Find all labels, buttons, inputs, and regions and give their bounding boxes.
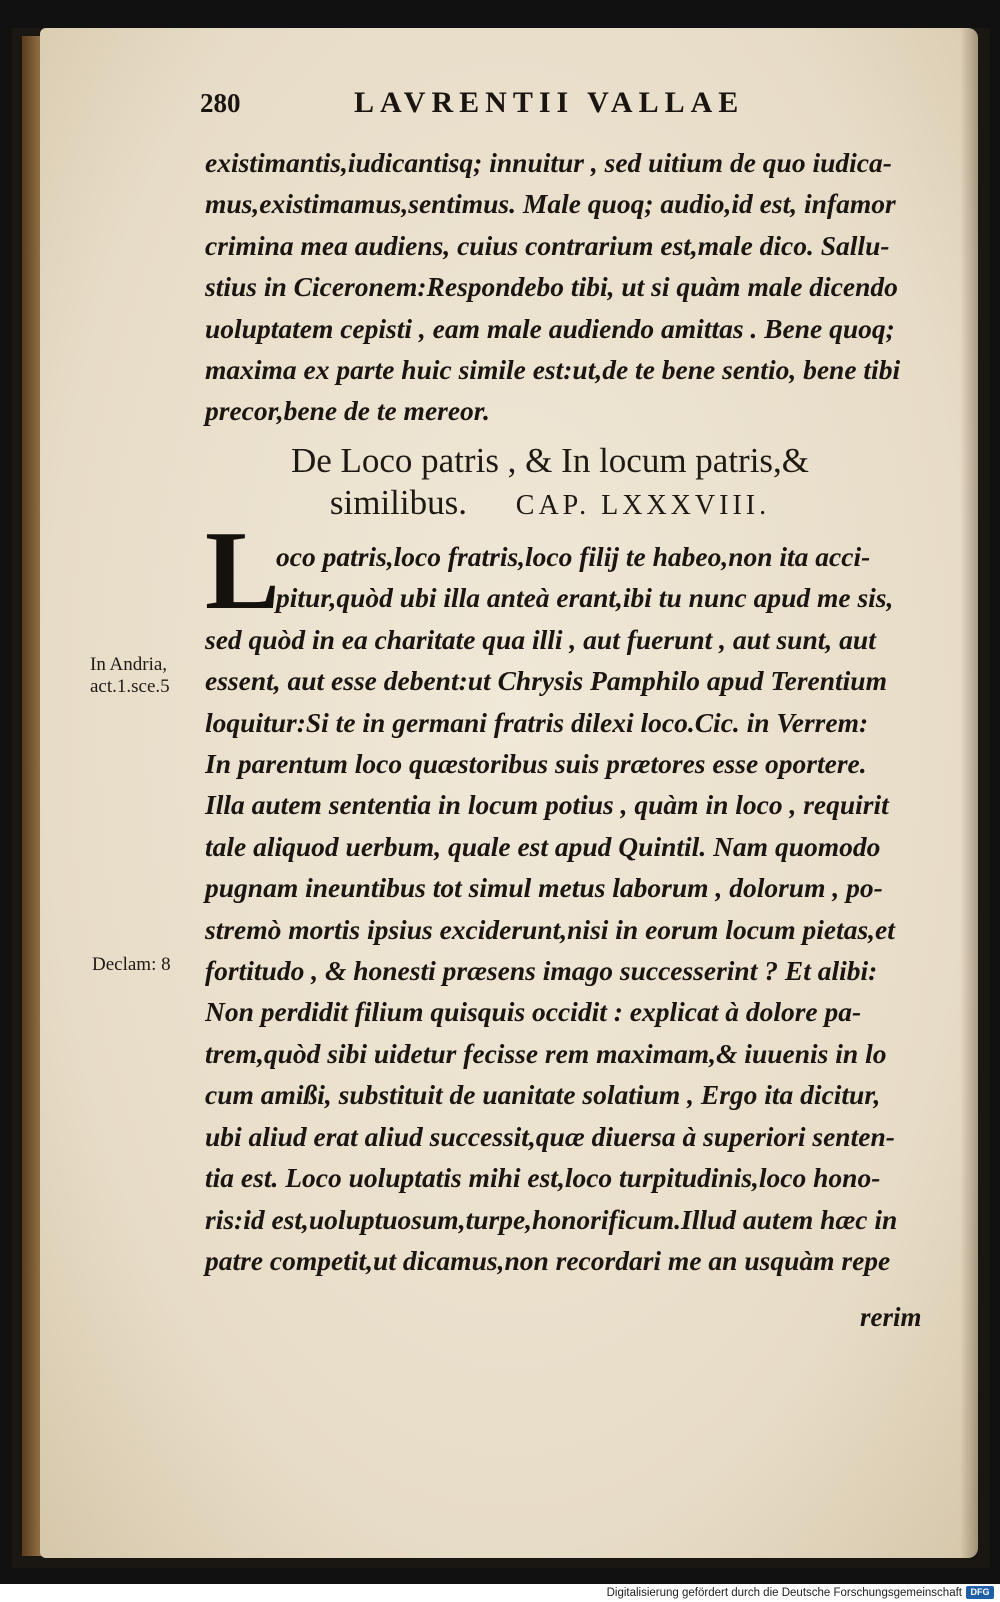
- running-head: [200, 82, 820, 132]
- drop-cap: L: [205, 509, 280, 633]
- text-line: mus,existimamus,sentimus. Male quoq; audio,id est, infamor: [205, 188, 896, 220]
- text-line: uoluptatem cepisti , eam male audiendo amittas . Bene quoq;: [205, 312, 895, 344]
- text-line: trem,quòd sibi uidetur fecisse rem maximam,& iuuenis in lo: [205, 1037, 887, 1069]
- text-line: loquitur:Si te in germani fratris dilexi loco.Cic. in Verrem:: [205, 706, 869, 738]
- text-line: stius in Ciceronem:Respondebo tibi, ut si quàm male dicendo: [205, 271, 898, 303]
- text-line: ubi aliud erat aliud successit,quæ diuersa à superiori senten-: [205, 1120, 895, 1152]
- text-line: Non perdidit filium quisquis occidit : explicat à dolore pa-: [205, 996, 862, 1028]
- text-line: fortitudo , & honesti præsens imago successerint ? Et alibi:: [205, 955, 878, 987]
- text-line: essent, aut esse debent:ut Chrysis Pamphilo apud Terentium: [205, 665, 887, 697]
- marginal-line: In Andria,: [90, 654, 168, 675]
- text-line: crimina mea audiens, cuius contrarium est,male dico. Sallu-: [205, 229, 890, 261]
- footer-bar: [0, 1584, 1000, 1602]
- heading-text: similibus.: [329, 483, 468, 522]
- text-line: maxima ex parte huic simile est:ut,de te bene sentio, bene tibi: [205, 354, 901, 386]
- marginal-note: Declam: 8: [92, 954, 171, 975]
- heading-line: De Loco patris , & In locum patris,&: [290, 441, 810, 480]
- marginal-line: act.1.sce.5: [90, 676, 170, 697]
- text-line: tale aliquod uerbum, quale est apud Quintil. Nam quomodo: [205, 830, 881, 862]
- text-line: stremò mortis ipsius exciderunt,nisi in eorum locum pietas,et: [205, 913, 895, 945]
- text-line: sed quòd in ea charitate qua illi , aut fuerunt , aut sunt, aut: [205, 623, 876, 655]
- text-line: oco patris,loco fratris,loco filij te habeo,non ita acci-: [276, 541, 871, 572]
- text-line: pitur,quòd ubi illa anteà erant,ibi tu nunc apud me sis,: [276, 582, 894, 614]
- text-line: tia est. Loco uoluptatis mihi est,loco turpitudinis,loco hono-: [205, 1162, 881, 1194]
- text-line: patre competit,ut dicamus,non recordari me an usquàm repe: [205, 1244, 891, 1276]
- heading-line: [205, 482, 895, 527]
- text-line: ris:id est,uoluptuosum,turpe,honorificum.Illud autem hæc in: [205, 1203, 898, 1235]
- catchword: rerim: [860, 1302, 922, 1332]
- footer-credit: Digitalisierung gefördert durch die Deutsche Forschungsgemeinschaft: [606, 1587, 962, 1599]
- chapter-heading: [205, 440, 895, 527]
- text-line: existimantis,iudicantisq; innuitur , sed uitium de quo iudica-: [205, 147, 892, 178]
- text-line: precor,bene de te mereor.: [205, 395, 490, 427]
- chapter-paragraph: [205, 536, 905, 1281]
- text-line: In parentum loco quæstoribus suis prætores esse oportere.: [205, 748, 867, 780]
- text-line: cum amißi, substituit de uanitate solatium , Ergo ita dicitur,: [205, 1079, 881, 1111]
- text-line: Illa autem sententia in locum potius , quàm in loco , requirit: [205, 789, 889, 821]
- page-number: 280: [200, 88, 241, 118]
- running-title: LAVRENTII VALLAE: [354, 86, 745, 119]
- marginal-note: [90, 654, 170, 698]
- text-line: pugnam ineuntibus tot simul metus laborum , dolorum , po-: [205, 872, 883, 904]
- page-shadow: [960, 28, 978, 1558]
- dfg-logo-icon: DFG: [966, 1586, 994, 1599]
- top-paragraph: [205, 142, 901, 432]
- chapter-number: CAP. LXXXVIII.: [515, 490, 771, 521]
